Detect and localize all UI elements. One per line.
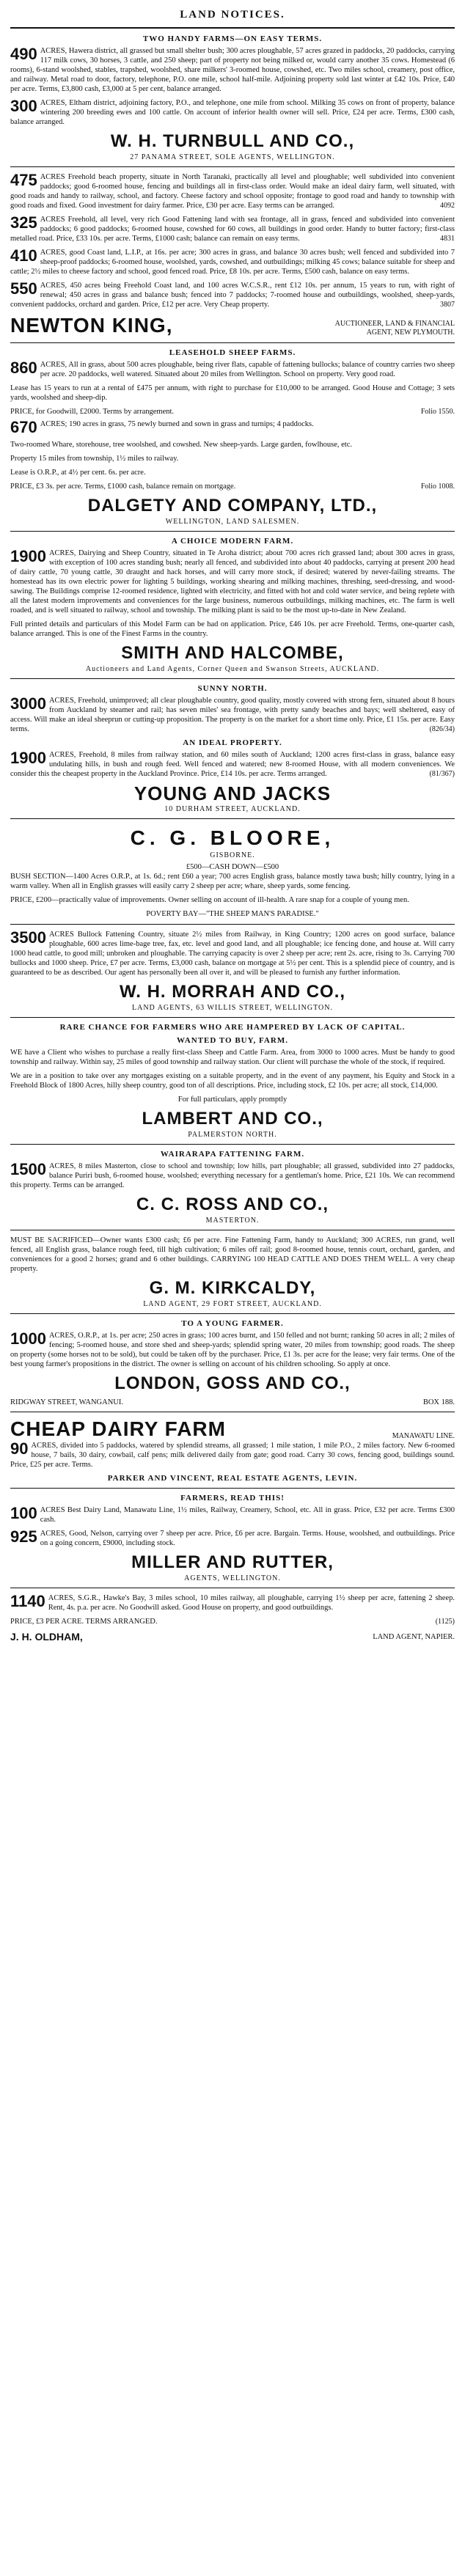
section-heading: FARMERS, READ THIS! [180,1494,285,1502]
agent-name: MILLER AND RUTTER, [131,1552,334,1572]
price-text: PRICE, £200—practically value of improvements. Owner selling on account of ill-health. A rare snap for a couple of young men. [10,896,409,904]
agent-address: 10 DURHAM STREET, AUCKLAND. [164,805,301,813]
listing-text: ACRES, Dairying and Sheep Country, situated in Te Aroha district; about 700 acres rich grassed land; about 300 acres in grass, with exception of 100 acres standing bush; nearly all fenced, and subdivided into about 40 paddocks, carrying at present 200 head of dairy cattle, 70 young cattle, 30 draught and hack horses, and will carry more stock, if desired; watered by never-failing streams. The homestead has its own electric power for lighting 5 buildings, working shearing and milking machines, threshing, seed-dressing, and wood-sawing. The Buildings comprise 12-roomed residence, lighted with electricity, and fitted with hot and cold water service, and being replete with all the latest modern improvements and conveniences for the large business, numerous outbuildings, milking machines, etc. The farm is well roaded, and is well situated to railway, school and township. The milking plant is said to be the most up-to-date in New Zealand. [10,549,455,614]
acreage-number: 1140 [10,1592,45,1610]
agent-address: PALMERSTON NORTH. [188,1131,277,1139]
divider [10,818,455,819]
listing-text: ACRES, Good, Nelson, carrying over 7 sheep per acre. Price, £6 per acre. Bargain. Terms. House, woolshed, and outbuildings. Price on a going concern, £9000, including stock. [40,1530,455,1547]
agent-name: W. H. MORRAH AND CO., [119,982,346,1002]
agent-name: G. M. KIRKCALDY, [149,1278,316,1298]
section-heading: TO A YOUNG FARMER. [181,1319,284,1328]
agent-address: GISBORNE. [210,851,255,859]
agent-subtitle-line: AGENT, NEW PLYMOUTH. [366,329,455,337]
acreage-number: 1900 [10,749,46,767]
divider [10,1144,455,1145]
folio-ref: (81/367) [429,770,455,778]
listing-text: Lease is O.R.P., at 4½ per cent. 6s. per acre. [10,469,146,477]
section-heading: RARE CHANCE FOR FARMERS WHO ARE HAMPERED BY LACK OF CAPITAL. [59,1023,406,1032]
acreage-number: 490 [10,45,37,63]
listing-text: ACRES, Freehold, unimproved; all clear ploughable country, good quality, mostly covered with strong fern, situated about 8 hours from Auckland by steamer and rail; has seven miles' sea frontage, with pretty sandy beaches and bays; well sheltered, easy of access. Will make an ideal sheeprun or cutting-up proposition. The property is on the market for a short time only. Price, £1 15s. per acre. Easy terms. [10,697,455,733]
listing-text: Lease has 15 years to run at a rental of £475 per annum, with right to purchase for £10,000 to be arranged. Good House and Cottage; 3 sets yards, woolshed and sheep-dip. [10,384,455,402]
listing [10,1593,455,1612]
agent-address: LAND AGENTS, 63 WILLIS STREET, WELLINGTON. [131,1004,333,1012]
agent-address: MASTERTON. [205,1217,260,1225]
acreage-number: 100 [10,1504,37,1522]
divider [10,1488,455,1489]
listing-text: BUSH SECTION—1400 Acres O.R.P., at 1s. 6d.; rent £60 a year; 700 acres English grass, balance mostly tawa bush; hilly country, lying in a warm valley. When all in English grasses will easily carry 2 sheep per acre; whare, sheep yards, some fencing. [10,873,455,890]
listing-text: ACRES Freehold, all level, very rich Good Fattening land with sea frontage, all in grass, fenced and subdivided into convenient paddocks; 6 good paddocks; 6-roomed house, cowshed for 60 cows, all buildings in good order. Handy to butter factory; first-class metalled road. Price, £33 10s. per acre. Terms, £1000 cash; balance can remain on easy terms. [10,216,455,243]
listing-text: ACRES; 190 acres in grass, 75 newly burned and sown in grass and turnips; 4 paddocks. [40,420,314,428]
price-line [10,407,455,417]
acreage-number: 860 [10,359,37,377]
section-heading-row [10,1417,455,1441]
listing-text: ACRES, Eltham district, adjoining factory, P.O., and telephone, one mile from school. Milking 35 cows on front of property, balance wintering 200 breeding ewes and 100 cattle. On account of inferior health owner will sell. Price, £24 per acre. Terms, £300 cash, balance arranged. [10,99,455,126]
listing-text: For full particulars, apply promptly [177,1096,288,1104]
listing [10,930,455,977]
acreage-number: 90 [10,1439,29,1458]
listing-text: ACRES, All in grass, about 500 acres ploughable, being river flats, capable of fattening bullocks; balance of country carries two sheep per acre. 20 paddocks, well watered. Situated about 20 miles from Wellington. School on property. Very good road. [40,361,455,378]
agent-address-row [10,1398,455,1406]
folio-ref: 4092 [440,202,455,210]
listing-text: We are in a position to take over any mortgages existing on a suitable property, and in the event of any payment, his Equity and Stock in a Freehold Block of 1800 Acres, hilly sheep country, good ton of all descriptions. Price, including stock, £2 10s. per acre; all stock, £14,000. [10,1072,455,1090]
listing [10,1441,455,1469]
divider [10,1017,455,1018]
agent-subtitle-line: AUCTIONEER, LAND & FINANCIAL [334,320,455,328]
acreage-number: 410 [10,246,37,265]
section-heading: AN IDEAL PROPERTY. [183,738,282,747]
folio-ref: 4831 [440,235,455,243]
agent-subtitle [335,320,455,337]
listing [10,548,455,615]
agent-name: NEWTON KING, [10,314,173,337]
agent-name: DALGETY AND COMPANY, LTD., [87,496,378,515]
agent-address: LAND AGENT, NAPIER. [373,1632,455,1641]
price-line [10,1617,455,1626]
listing-text: Property 15 miles from township, 1½ miles to railway. [10,455,179,463]
section-heading: WAIRARAPA FATTENING FARM. [160,1150,305,1159]
agent-address: LAND AGENT, 29 FORT STREET, AUCKLAND. [143,1300,322,1308]
divider [10,678,455,679]
folio-ref: Folio 1008. [420,482,455,491]
acreage-number: 475 [10,171,37,189]
agent-name: PARKER AND VINCENT, REAL ESTATE AGENTS, LEVIN. [107,1474,358,1483]
acreage-number: 1000 [10,1329,46,1348]
listing [10,98,455,127]
box-number: BOX 188. [422,1398,455,1406]
divider [10,27,455,29]
listing [10,248,455,276]
divider [10,531,455,532]
folio-ref: Folio 1550. [420,408,455,416]
listing [10,281,455,309]
listing [10,1505,455,1524]
agent-block [10,314,455,337]
listing [10,172,455,210]
agent-name: LAMBERT AND CO., [142,1109,323,1129]
listing-text: WE have a Client who wishes to purchase a really first-class Sheep and Cattle Farm. Area, from 3000 to 1000 acres. Must be handy to good township and railway. Within say, 25 miles of good township and railway station. Our client will purchase the whole of the stock, if required. [10,1049,455,1066]
listing-text: ACRES, S.G.R., Hawke's Bay, 3 miles school, 10 miles railway, all ploughable, carrying 1½ sheep per acre, fattening 2 sheep. Rent, 4s. p.a. per acre. No Goodwill asked. Good House on property, and good outbuildings. [48,1594,455,1612]
acreage-number: 3500 [10,928,46,947]
listing [10,750,455,779]
acreage-number: 3000 [10,694,46,713]
agent-name: SMITH AND HALCOMBE, [121,643,344,663]
divider [10,1313,455,1314]
divider [10,342,455,343]
cash-line: £500—CASH DOWN—£500 [186,863,279,871]
listing-text: ACRES, good Coast land, L.I.P., at 16s. per acre; 300 acres in grass, and balance 30 acres bush; well fenced and subdivided into 7 sheep-proof paddocks; 6-roomed house, woolshed, yards, cowshed, and outbuildings; milking 45 cows; balance suitable for sheep and cattle; 2½ miles to cheese factory and school, good fenced road. Price, £8 10s. per acre. Terms, £500 cash, balance on easy terms. [10,249,455,276]
masthead: LAND NOTICES. [180,9,285,21]
listing [10,1529,455,1548]
agent-name: YOUNG AND JACKS [133,782,332,804]
price-text: PRICE, £3 PER ACRE. TERMS ARRANGED. [10,1618,158,1626]
listing-text: ACRES, 8 miles Masterton, close to school and township; low hills, part ploughable; all grassed, subdivided into 27 paddocks, balance Puriri bush, 6-roomed house, woolshed; everything necessary for a gentleman's home. Price, £21 10s. We can recommend this property. Terms can be arranged. [10,1162,455,1189]
listing-text: ACRES, O.R.P., at 1s. per acre; 250 acres in grass; 100 acres burnt, and 150 felled and not burnt; ranking 50 acres in all; 2 miles of fencing; 5-roomed house, and store shed and sheep-yards; splendid spring water, 20 miles from township; good roads. The sheep on property (some horses not to be sold), but could be taken off by the purchaser. Price, £1 3s. per acre for the lease; very fair terms. One of the best young farmer's propositions in the district. The owner is selling on account of his children schooling. So apply at once. [10,1332,455,1368]
listing [10,419,455,436]
listing-text: ACRES Best Dairy Land, Manawatu Line, 1½ miles, Railway, Creamery, School, etc. All in grass. Price, £32 per acre. Terms £300 cash. [40,1506,455,1524]
listing [10,1162,455,1190]
agent-address: 27 PANAMA STREET, SOLE AGENTS, WELLINGTON. [130,153,335,161]
listing-text: ACRES, Hawera district, all grassed but small shelter bush; 300 acres ploughable, 57 acres grazed in paddocks, 20 paddocks, carrying 117 milk cows, 30 horses, 3 cattle, and 250 sheep; part of property not being milked or, would carry another 35 cows. Homestead (6 rooms), 6-stand woolshed, stables, trapshed, woolshed, share milkers' 3-roomed house, cowshed, etc. Two miles school, creamery, post office, and railway. Metal road to door, factory, telephone, P.O. one mile, school half-mile. Adjoining property sold last winter at £42 10s. Price, £40 per acre. Terms, £3,800 cash, £3,000 at 5 per cent, balance arranged. [10,47,455,93]
listing-text: ACRES Freehold beach property, situate in North Taranaki, practically all level and ploughable; well subdivided into convenient paddocks; good 6-roomed house, fencing and buildings all in first-class order. Would make an ideal dairy farm, well situated, with good roads and handy to railway, school, and factory. Cheese factory and school opposite; frontage to good road and handy to township with good roads and fixed. Good investment for dairy farmer. Price, £30 per acre. Easy terms can be arranged. [10,173,455,210]
section-heading: SUNNY NORTH. [197,684,268,693]
folio-ref: (826/34) [429,725,455,733]
agent-address: WELLINGTON, LAND SALESMEN. [165,518,300,526]
listing-text: ACRES, 450 acres being Freehold Coast land, and 100 acres W.C.S.R., rent £12 10s. per annum, 15 years to run, with right of renewal; 450 acres in grass and balance bush; fenced into 7 paddocks; 7-roomed house and outbuildings, woolshed, sheep-yards, convenient paddocks, orchard and garden. Price, £12 per acre. Very Cheap property. [10,282,455,309]
listing-text: ACRES Bullock Fattening Country, situate 2½ miles from Railway, in King Country; 1200 acres on good surface, balance ploughable, 600 acres lime-bage tree, fax, etc. level and good land, and all ploughable; ice fencing done, and house at. Will carry 1000 head cattle, to good mill; unbroken and ploughable. The carrying capacity is over 2 sheep per acre; rent 2s. acre, rising to 3s. Carrying 700 bullocks and 1000 sheep. Price, £7 per acre. Terms, £3,000 cash, balance on mortgage at 5½ per cent. This is a splendid piece of country, and is guaranteed to be as described. Our agent has personally been all over it, and will be pleased to furnish any further information. [10,931,455,977]
listing [10,215,455,243]
section-heading: A CHOICE MODERN FARM. [171,537,294,546]
section-subheading: MANAWATU LINE. [392,1432,455,1440]
listing-text: Two-roomed Whare, storehouse, tree woolshed, and cowshed. New sheep-yards. Large garden, fowlhouse, etc. [10,441,352,449]
section-heading: CHEAP DAIRY FARM [10,1417,226,1440]
price-line [10,482,455,491]
agent-name: LONDON, GOSS AND CO., [114,1373,351,1393]
listing [10,696,455,734]
agent-address: Auctioneers and Land Agents, Corner Queen and Swanson Streets, AUCKLAND. [85,665,380,673]
acreage-number: 300 [10,97,37,115]
listing-text: Full printed details and particulars of this Model Farm can be had on application. Price, £46 10s. per acre Freehold. Terms, one-quarter cash, balance arranged. This is one of the Finest Farms in the country. [10,620,455,638]
folio-ref: (1125) [435,1618,455,1626]
acreage-number: 670 [10,418,37,436]
listing [10,46,455,94]
listing-text: ACRES, Freehold, 8 miles from railway station, and 60 miles south of Auckland; 1200 acres first-class in grass, balance easy undulating hills, in bush and rough feed. Well fenced and watered; new 8-roomed House, with all modern conveniences. We consider this the cheapest property in the Auckland Province. Price, £14 10s. per acre. Terms arranged. [10,751,455,778]
divider [10,924,455,925]
acreage-number: 1900 [10,547,46,565]
section-heading: WANTED TO BUY, FARM. [177,1036,288,1045]
listing [10,360,455,379]
acreage-number: 925 [10,1527,37,1546]
price-text: PRICE, for Goodwill, £2000. Terms by arrangement. [10,408,175,416]
folio-ref: 3807 [440,301,455,309]
divider [10,166,455,167]
agent-name: C. C. ROSS AND CO., [136,1195,329,1214]
listing-text: ACRES, divided into 5 paddocks, watered by splendid streams, all grassed; 1 mile station, 1 mile P.O., 2 miles factory. New 6-roomed house, 7 bails, 30 dairy, cowbail, calf pens; milk delivered daily from gate; good road. Carry 30 cows, fencing good, buildings sound. Price, £25 per acre. Terms. [10,1442,455,1469]
listing-text: MUST BE SACRIFICED—Owner wants £300 cash; £6 per acre. Fine Fattening Farm, handy to Auckland; 300 ACRES, run grand, well fenced, all English grass, balance rough feed, till high cultivation; 6 miles off rail; good 8-roomed house, tennis court, orchard, garden, and conveniences for a good 2 horses; grand and 6 other buildings. CARRYING 100 HEAD CATTLE AND DOES THEM WELL. A very cheap property. [10,1236,455,1273]
listing [10,1331,455,1369]
acreage-number: 550 [10,279,37,298]
agent-address: RIDGWAY STREET, WANGANUI. [10,1398,123,1406]
price-text: PRICE, £3 3s. per acre. Terms, £1000 cash, balance remain on mortgage. [10,482,236,491]
acreage-number: 1500 [10,1160,46,1178]
section-heading: LEASEHOLD SHEEP FARMS. [169,348,296,357]
agent-block [10,1631,455,1643]
agent-name: W. H. TURNBULL AND CO., [110,131,355,151]
agent-name: C. G. BLOORE, [130,826,335,849]
agent-name: J. H. OLDHAM, [10,1631,83,1643]
section-heading: TWO HANDY FARMS—ON EASY TERMS. [142,34,323,43]
agent-address: AGENTS, WELLINGTON. [184,1574,281,1582]
acreage-number: 325 [10,213,37,232]
tagline: POVERTY BAY—"THE SHEEP MAN'S PARADISE." [146,910,319,918]
